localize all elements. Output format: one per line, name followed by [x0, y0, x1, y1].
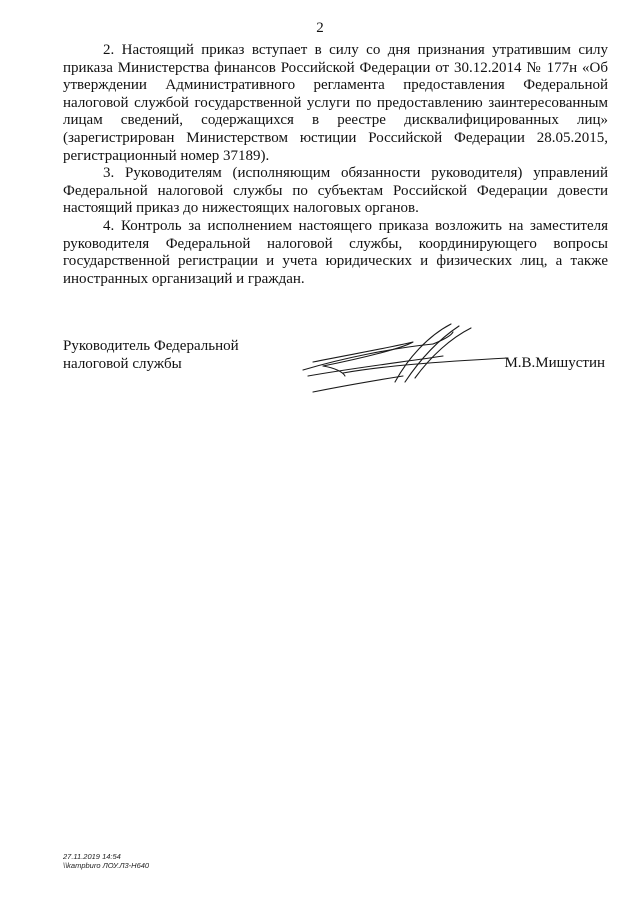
signer-title-line1: Руководитель Федеральной	[63, 338, 239, 354]
footer-timestamp: 27.11.2019 14:54	[63, 852, 121, 861]
document-body	[63, 42, 608, 288]
page-number: 2	[316, 20, 324, 36]
paragraph-3: 3. Руководителям (исполняющим обязанности руководителя) управлений Федеральной налоговой службы по субъектам Российской Федерации довести настоящий приказ до нижестоящих налоговых органов.	[63, 165, 608, 217]
signer-title	[63, 338, 239, 373]
handwritten-signature	[283, 318, 513, 398]
signer-title-line2: налоговой службы	[63, 355, 182, 372]
signature-block	[63, 338, 608, 408]
paragraph-4: 4. Контроль за исполнением настоящего приказа возложить на заместителя руководителя Федеральной налоговой службы, координирующего вопросы государственной регистрации и учета юридических и физических лиц, а также иностранных организаций и граждан.	[63, 217, 608, 287]
document-footer	[63, 852, 149, 870]
paragraph-2: 2. Настоящий приказ вступает в силу со дня признания утратившим силу приказа Министерства финансов Российской Федерации от 30.12.2014 № 177н «Об утверждении Административного регламента предоставления Федеральной налоговой службой государственной услуги по предоставлению заинтересованным лицам сведений, содержащихся в реестре дисквалифицированных лиц» (зарегистрирован Министерством юстиции Российской Федерации 28.05.2015, регистрационный номер 37189).	[63, 42, 608, 164]
signer-name: М.В.Мишустин	[504, 355, 605, 371]
footer-file-path: \\kampburo ЛОУ.Л3-Н640	[63, 861, 150, 870]
